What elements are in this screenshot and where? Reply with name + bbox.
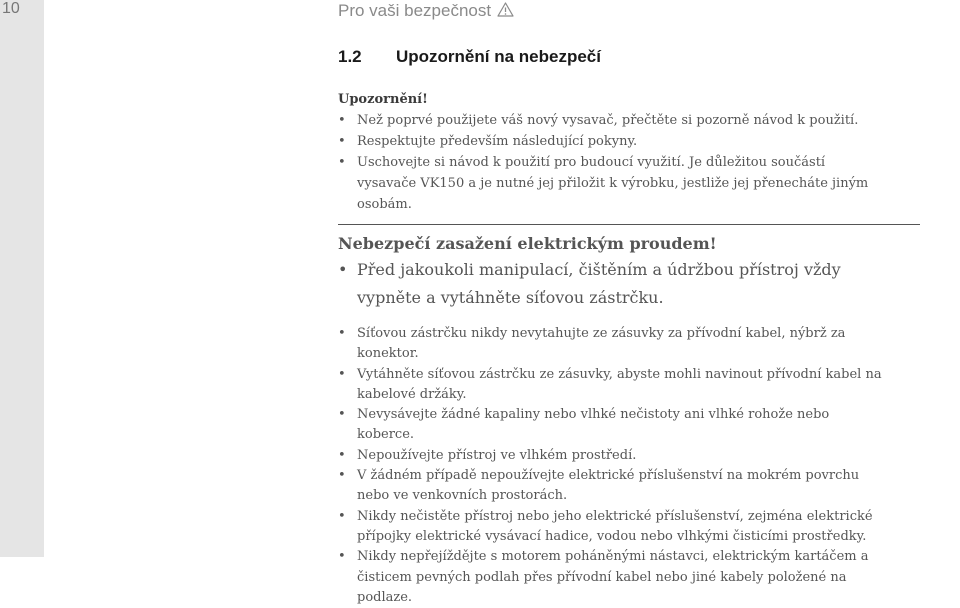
page-number: 10 — [2, 0, 20, 17]
list-item: • Před jakoukoli manipulací, čištěním a údržbou přístroj vždy vypněte a vytáhněte síťovou zástrčku. — [338, 256, 886, 312]
danger-main-list — [338, 256, 886, 312]
list-item: • Než poprvé použijete váš nový vysavač, přečtěte si pozorně návod k použití. — [338, 110, 886, 131]
section-number: 1.2 — [338, 47, 362, 66]
list-item: • Nevysávejte žádné kapaliny nebo vlhké nečistoty ani vlhké rohože nebo koberce. — [338, 405, 886, 446]
caution-list — [338, 110, 886, 215]
list-item: • V žádném případě nepoužívejte elektrické příslušenství na mokrém povrchu nebo ve venkovních prostorách. — [338, 466, 886, 507]
danger-list — [338, 324, 886, 608]
divider — [338, 224, 920, 225]
caution-label: Upozornění! — [338, 92, 428, 107]
section-title: Upozornění na nebezpečí — [396, 47, 601, 66]
danger-heading: Nebezpečí zasažení elektrickým proudem! — [338, 234, 717, 253]
warning-triangle-icon — [497, 2, 514, 22]
content — [338, 90, 886, 608]
page-margin-sidebar — [0, 0, 44, 557]
running-header-text: Pro vaši bezpečnost — [338, 1, 492, 20]
list-item: • Uschovejte si návod k použití pro budoucí využití. Je důležitou součástí vysavače VK150 a je nutné jej přiložit k výrobku, jestliže jej přenecháte jiným osobám. — [338, 152, 886, 215]
list-item: • Nikdy nečistěte přístroj nebo jeho elektrické příslušenství, zejména elektrické přípojky elektrické vysávací hadice, vodou nebo vlhkými čisticími prostředky. — [338, 507, 886, 548]
list-item: • Nepoužívejte přístroj ve vlhkém prostředí. — [338, 446, 886, 466]
section-heading — [338, 47, 601, 67]
list-item: • Vytáhněte síťovou zástrčku ze zásuvky, abyste mohli navinout přívodní kabel na kabelové držáky. — [338, 365, 886, 406]
list-item: • Respektujte především následující pokyny. — [338, 131, 886, 152]
list-item: • Síťovou zástrčku nikdy nevytahujte ze zásuvky za přívodní kabel, nýbrž za konektor. — [338, 324, 886, 365]
running-header — [338, 1, 514, 22]
list-item: • Nikdy nepřejíždějte s motorem poháněnými nástavci, elektrickým kartáčem a čisticem pevných podlah přes přívodní kabel nebo jiné kabely položené na podlaze. — [338, 547, 886, 608]
